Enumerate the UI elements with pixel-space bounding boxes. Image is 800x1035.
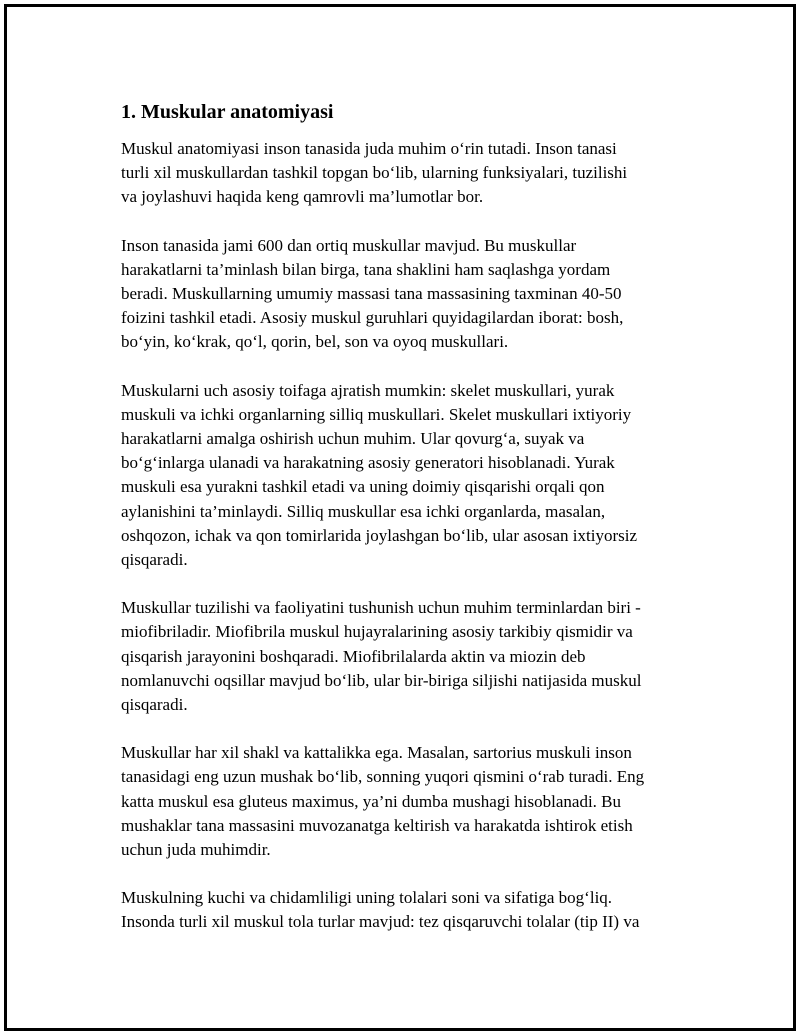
text-line: Muskullar tuzilishi va faoliyatini tushunish uchun muhim terminlardan biri - — [121, 598, 641, 618]
paragraph-intro — [121, 137, 701, 210]
document-content — [121, 99, 701, 959]
paragraph-shapes — [121, 741, 701, 862]
section-heading: 1. Muskular anatomiyasi — [121, 101, 334, 123]
text-line: bo‘g‘inlarga ulanadi va harakatning asosiy generatori hisoblanadi. Yurak — [121, 453, 615, 473]
text-line: qisqaradi. — [121, 550, 188, 570]
page-frame — [4, 4, 796, 1031]
paragraph-muscle-types — [121, 379, 701, 573]
text-line: va joylashuvi haqida keng qamrovli ma’lumotlar bor. — [121, 187, 484, 207]
text-line: beradi. Muskullarning umumiy massasi tana massasining taxminan 40-50 — [121, 284, 622, 304]
text-line: harakatlarni amalga oshirish uchun muhim. Ular qovurg‘a, suyak va — [121, 429, 585, 449]
text-line: Muskullar har xil shakl va kattalikka ega. Masalan, sartorius muskuli inson — [121, 743, 632, 763]
text-line: katta muskul esa gluteus maximus, ya’ni dumba mushagi hisoblanadi. Bu — [121, 791, 622, 811]
text-line: qisqaradi. — [121, 695, 188, 715]
text-line: tanasidagi eng uzun mushak bo‘lib, sonning yuqori qismini o‘rab turadi. Eng — [121, 767, 645, 787]
text-line: muskuli esa yurakni tashkil etadi va uning doimiy qisqarishi orqali qon — [121, 477, 605, 497]
text-line: qisqarish jarayonini boshqaradi. Miofibrilalarda aktin va miozin deb — [121, 646, 586, 666]
text-line: Insonda turli xil muskul tola turlar mavjud: tez qisqaruvchi tolalar (tip II) va — [121, 912, 640, 932]
text-line: oshqozon, ichak va qon tomirlarida joylashgan bo‘lib, ular asosan ixtiyorsiz — [121, 525, 638, 545]
text-line: nomlanuvchi oqsillar mavjud bo‘lib, ular bir-biriga siljishi natijasida muskul — [121, 670, 642, 690]
text-line: harakatlarni ta’minlash bilan birga, tana shaklini ham saqlashga yordam — [121, 259, 611, 279]
paragraph-muscle-count — [121, 234, 701, 355]
text-line: foizini tashkil etadi. Asosiy muskul guruhlari quyidagilardan iborat: bosh, — [121, 308, 624, 328]
text-line: Inson tanasida jami 600 dan ortiq muskullar mavjud. Bu muskullar — [121, 235, 577, 255]
text-line: miofibriladir. Miofibrila muskul hujayralarining asosiy tarkibiy qismidir va — [121, 622, 633, 642]
text-line: mushaklar tana massasini muvozanatga keltirish va harakatda ishtirok etish — [121, 815, 633, 835]
paragraph-myofibril — [121, 596, 701, 717]
text-line: Muskularni uch asosiy toifaga ajratish mumkin: skelet muskullari, yurak — [121, 380, 615, 400]
text-line: muskuli va ichki organlarning silliq muskullari. Skelet muskullari ixtiyoriy — [121, 404, 632, 424]
text-line: bo‘yin, ko‘krak, qo‘l, qorin, bel, son va oyoq muskullari. — [121, 332, 509, 352]
text-line: Muskul anatomiyasi inson tanasida juda muhim o‘rin tutadi. Inson tanasi — [121, 139, 617, 158]
text-line: turli xil muskullardan tashkil topgan bo‘lib, ularning funksiyalari, tuzilishi — [121, 163, 628, 183]
paragraph-fiber-types — [121, 886, 701, 934]
text-line: uchun juda muhimdir. — [121, 840, 271, 860]
text-line: aylanishini ta’minlaydi. Silliq muskullar esa ichki organlarda, masalan, — [121, 501, 606, 521]
text-line: Muskulning kuchi va chidamliligi uning tolalari soni va sifatiga bog‘liq. — [121, 888, 613, 908]
